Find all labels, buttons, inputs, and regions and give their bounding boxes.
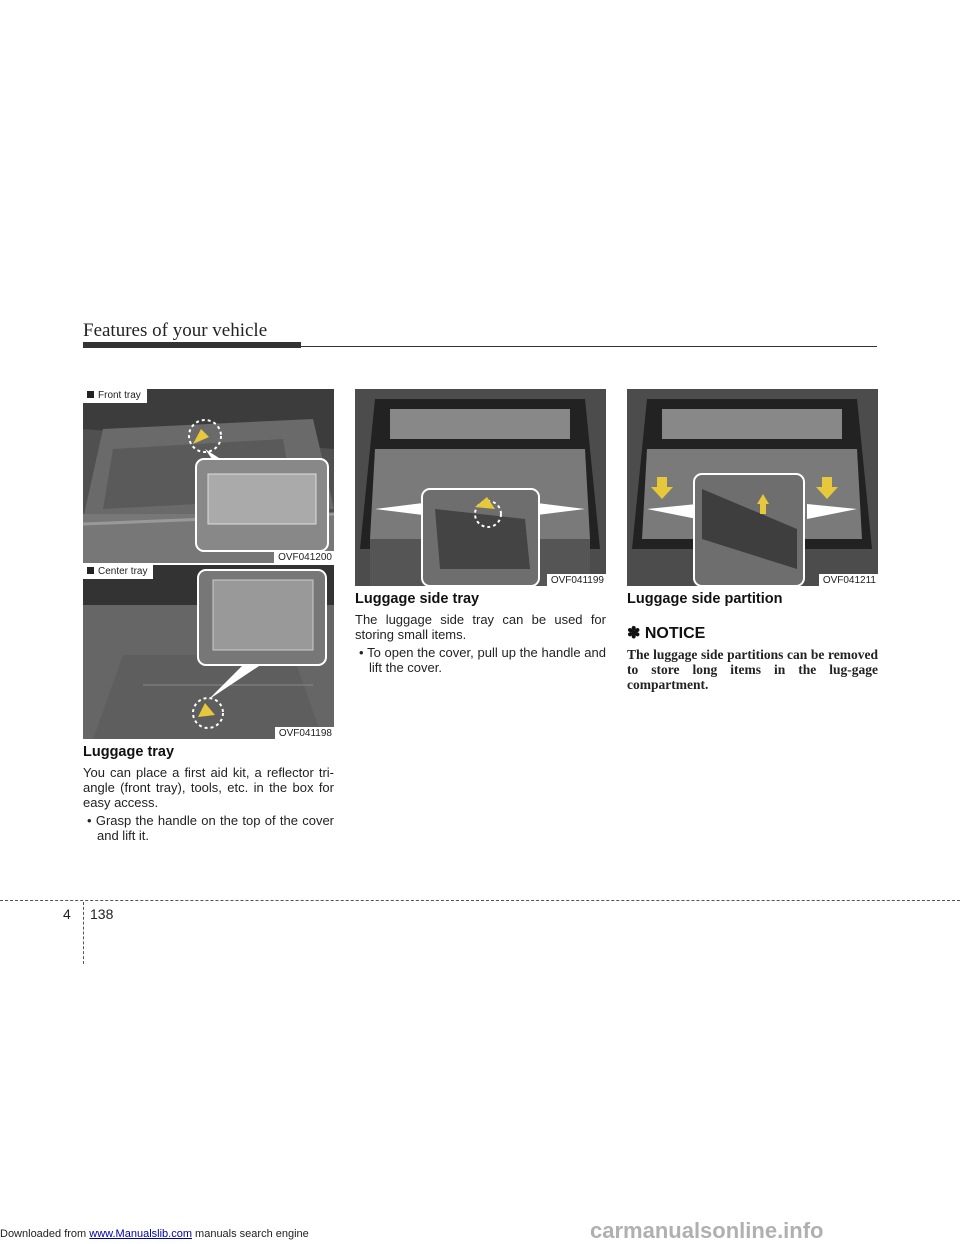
figure-code: OVF041199 (547, 574, 606, 586)
figure-code: OVF041200 (274, 551, 334, 563)
watermark: carmanualsonline.info (590, 1218, 824, 1243)
center-tray-label: Center tray (83, 565, 153, 579)
side-partition-photo (627, 389, 878, 586)
chapter-number: 4 (63, 906, 71, 922)
notice-header (627, 623, 878, 643)
section-heading: Luggage tray (83, 744, 175, 760)
page-number-divider (83, 902, 84, 964)
body-text: The luggage side tray can be used for storing small items. (355, 612, 606, 642)
body-text: You can place a first aid kit, a reflector tri-angle (front tray), tools, etc. in the box for easy access. (83, 765, 334, 810)
luggage-side-partition-section (627, 591, 878, 692)
figure-code: OVF041211 (819, 574, 878, 586)
header-rule-thick (83, 342, 301, 348)
section-heading: Luggage side tray (355, 591, 480, 607)
front-tray-photo (83, 389, 334, 563)
side-tray-photo (355, 389, 606, 586)
section-title: Features of your vehicle (83, 320, 268, 341)
section-heading: Luggage side partition (627, 591, 783, 607)
manualslib-link[interactable]: www.Manualslib.com (89, 1228, 192, 1240)
page-number: 138 (90, 906, 114, 922)
front-tray-label: Front tray (83, 389, 147, 403)
download-footer: Downloaded from www.Manualslib.com manuals search engine (0, 1228, 309, 1240)
center-tray-photo (83, 565, 334, 739)
luggage-side-tray-section (355, 591, 606, 675)
figure-code: OVF041198 (275, 727, 334, 739)
notice-title: NOTICE (644, 625, 706, 642)
bullet-item: • Grasp the handle on the top of the cover and lift it. (87, 813, 334, 843)
luggage-tray-section (83, 744, 334, 843)
bullet-item: • To open the cover, pull up the handle and lift the cover. (359, 645, 606, 675)
notice-icon: ✽ (627, 625, 641, 642)
header-rule-thin (301, 346, 877, 347)
page-divider (0, 900, 960, 901)
notice-body: The luggage side partitions can be removed to store long items in the lug-gage compartment. (627, 647, 878, 692)
